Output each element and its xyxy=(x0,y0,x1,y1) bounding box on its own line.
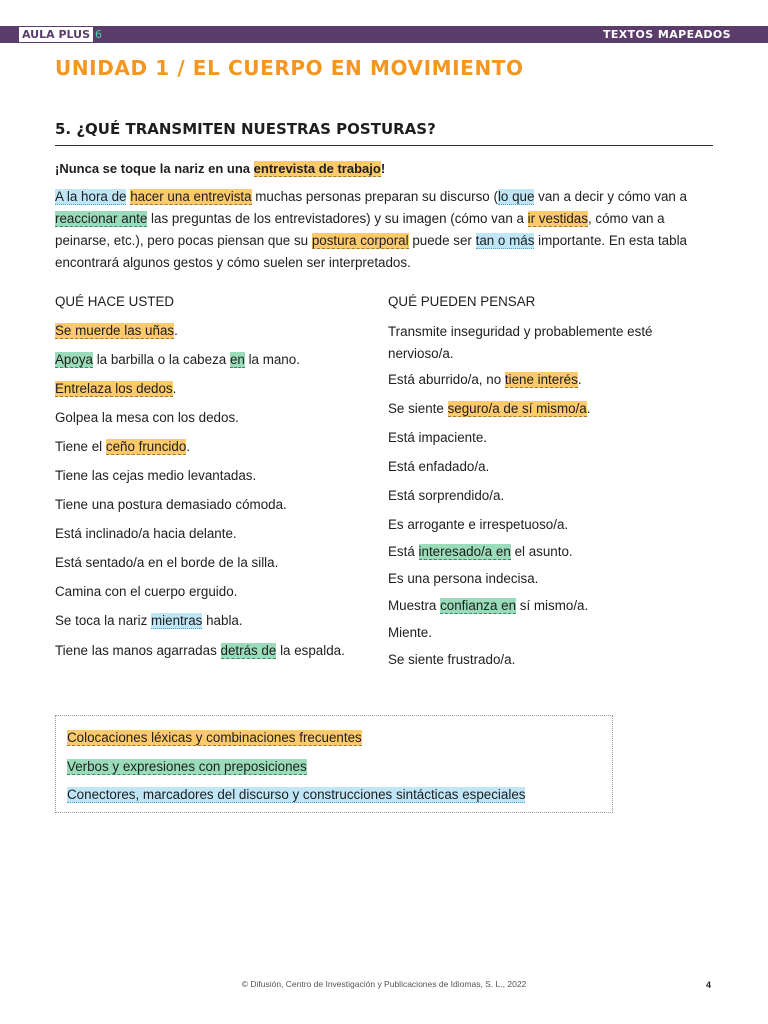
logo-main: AULA PLUS xyxy=(19,27,93,42)
right-column-header: QUÉ PUEDEN PENSAR xyxy=(388,294,536,309)
subtitle xyxy=(55,160,385,178)
list-item: Tiene una postura demasiado cómoda. xyxy=(55,497,287,512)
list-item: Miente. xyxy=(388,625,432,640)
hl-preposition: reaccionar ante xyxy=(55,211,148,226)
unit-title: UNIDAD 1 / EL CUERPO EN MOVIMIENTO xyxy=(55,56,524,80)
hl-collocation: Entrelaza los dedos xyxy=(55,381,173,396)
list-item: Transmite inseguridad y probablemente esté nervioso/a. xyxy=(388,324,653,361)
list-item xyxy=(388,542,708,562)
highlight-legend xyxy=(55,715,613,813)
item-text: . xyxy=(174,323,178,338)
aula-plus-logo xyxy=(19,28,102,41)
left-column xyxy=(55,292,355,662)
hl-collocation: tiene interés xyxy=(504,372,578,387)
subtitle-highlight: entrevista de trabajo xyxy=(253,161,381,176)
legend-label: Conectores, marcadores del discurso y construcciones sintácticas especiales xyxy=(67,787,526,802)
legend-item-blue xyxy=(67,786,525,804)
hl-connector: tan o más xyxy=(475,233,535,248)
header-bar xyxy=(0,26,768,43)
left-column-header: QUÉ HACE USTED xyxy=(55,294,175,309)
item-text: . xyxy=(186,439,191,454)
hl-collocation: Se muerde las uñas xyxy=(55,323,175,338)
legend-label: Verbos y expresiones con preposiciones xyxy=(67,759,307,774)
list-item xyxy=(55,437,355,457)
hl-preposition: en xyxy=(229,352,245,367)
hl-connector: lo que xyxy=(497,189,535,204)
item-text: Tiene el xyxy=(55,439,106,454)
item-text: la mano. xyxy=(244,352,300,367)
hl-collocation: seguro/a de sí mismo/a xyxy=(447,401,587,416)
item-text: Muestra xyxy=(388,598,441,613)
item-text: el asunto. xyxy=(510,544,573,559)
item-text: habla. xyxy=(202,613,243,628)
intro-text: muchas personas preparan su discurso ( xyxy=(251,189,498,204)
item-text: Tiene las manos agarradas xyxy=(55,643,221,658)
list-item xyxy=(55,640,345,662)
logo-number: 6 xyxy=(95,28,102,41)
item-text: Está aburrido/a, no xyxy=(388,372,505,387)
intro-text: las preguntas de los entrevistadores) y su imagen (cómo van a xyxy=(147,211,528,226)
right-column xyxy=(388,292,708,670)
item-text: . xyxy=(586,401,591,416)
list-item xyxy=(388,370,708,390)
hl-preposition: detrás de xyxy=(220,643,277,658)
list-item xyxy=(55,611,355,631)
item-text: Está xyxy=(388,544,419,559)
list-item: Tiene las cejas medio levantadas. xyxy=(55,468,257,483)
list-item xyxy=(55,379,355,399)
hl-preposition: confianza en xyxy=(440,598,517,613)
hl-collocation: postura corporal xyxy=(311,233,409,248)
item-text: . xyxy=(172,381,177,396)
list-item xyxy=(388,596,708,616)
copyright-footer: © Difusión, Centro de Investigación y Publicaciones de Idiomas, S. L., 2022 xyxy=(241,979,527,989)
hl-connector: A la hora de xyxy=(55,189,127,204)
list-item: Es una persona indecisa. xyxy=(388,571,539,586)
legend-item-green xyxy=(67,758,307,776)
list-item: Es arrogante e irrespetuoso/a. xyxy=(388,517,569,532)
intro-text: van a decir y cómo van a xyxy=(534,189,688,204)
hl-collocation: ceño fruncido xyxy=(105,439,187,454)
legend-label: Colocaciones léxicas y combinaciones frecuentes xyxy=(67,730,362,745)
title-divider xyxy=(55,145,713,146)
subtitle-text: ¡Nunca se toque la nariz en una xyxy=(55,161,254,176)
list-item xyxy=(388,399,708,419)
list-item: Está sentado/a en el borde de la silla. xyxy=(55,555,279,570)
list-item: Golpea la mesa con los dedos. xyxy=(55,410,239,425)
intro-text: puede ser xyxy=(408,233,476,248)
hl-connector: mientras xyxy=(151,613,203,628)
list-item: Se siente frustrado/a. xyxy=(388,652,516,667)
hl-preposition: interesado/a en xyxy=(418,544,511,559)
page-number: 4 xyxy=(706,980,712,990)
list-item: Está sorprendido/a. xyxy=(388,488,505,503)
item-text: la barbilla o la cabeza xyxy=(92,352,230,367)
item-text: sí mismo/a. xyxy=(516,598,589,613)
legend-item-orange xyxy=(67,729,362,747)
intro-paragraph xyxy=(55,186,715,274)
item-text: Se siente xyxy=(388,401,448,416)
hl-preposition: Apoya xyxy=(55,352,93,367)
list-item: Camina con el cuerpo erguido. xyxy=(55,584,238,599)
list-item xyxy=(55,321,355,341)
item-text: la espalda. xyxy=(276,643,345,658)
item-text: Se toca la nariz xyxy=(55,613,152,628)
list-item xyxy=(55,350,355,370)
hl-collocation: hacer una entrevista xyxy=(130,189,252,204)
intro-text: importante. En esta tabla encontrará algunos gestos y cómo suelen ser interpretados. xyxy=(55,233,687,270)
subtitle-end: ! xyxy=(380,161,386,176)
item-text: . xyxy=(577,372,582,387)
list-item: Está inclinado/a hacia delante. xyxy=(55,526,237,541)
list-item: Está impaciente. xyxy=(388,430,487,445)
hl-collocation: ir vestidas xyxy=(527,211,588,226)
list-item: Está enfadado/a. xyxy=(388,459,490,474)
intro-text: , cómo van a peinarse, etc.), pero pocas piensan que su xyxy=(55,211,665,248)
section-title: 5. ¿QUÉ TRANSMITEN NUESTRAS POSTURAS? xyxy=(55,120,436,138)
section-label: TEXTOS MAPEADOS xyxy=(602,28,731,41)
